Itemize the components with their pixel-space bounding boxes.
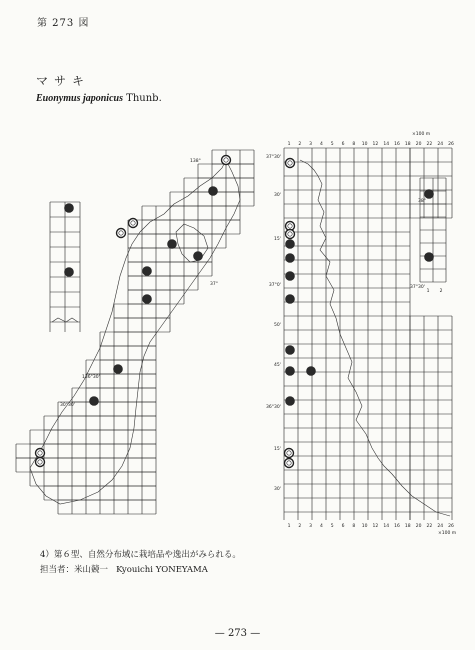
coord-label: 37°30' bbox=[410, 285, 425, 290]
top-tick: 20 bbox=[415, 142, 422, 147]
top-ticks bbox=[288, 141, 454, 147]
inset-map-grid bbox=[50, 202, 80, 332]
presence-marker bbox=[143, 295, 152, 304]
coord-label: 37° bbox=[210, 282, 218, 287]
inset-tick: 2 bbox=[439, 289, 443, 294]
planted-marker bbox=[286, 159, 295, 168]
presence-marker bbox=[286, 397, 295, 406]
occurrence-markers bbox=[36, 156, 434, 468]
author-roman: Kyouichi YONEYAMA bbox=[116, 565, 208, 575]
planted-marker bbox=[129, 219, 138, 228]
unit-bottom: ×100 m bbox=[438, 531, 457, 536]
top-tick: 22 bbox=[426, 142, 433, 147]
figure-label: 第 273 図 bbox=[37, 18, 90, 29]
elevation-profile-lower bbox=[336, 318, 450, 516]
top-tick: 5 bbox=[330, 142, 334, 147]
presence-marker bbox=[194, 252, 203, 261]
bottom-tick: 18 bbox=[404, 524, 411, 529]
bottom-tick: 16 bbox=[394, 524, 400, 529]
distribution-note: 4）第６型、自然分布域に栽培品や逸出がみられる。 bbox=[40, 550, 241, 560]
presence-marker bbox=[143, 267, 152, 276]
top-tick: 26 bbox=[448, 142, 454, 147]
presence-marker bbox=[286, 346, 295, 355]
species-japanese-name: マサキ bbox=[36, 74, 91, 88]
bottom-tick: 6 bbox=[341, 524, 345, 529]
inset-ticks bbox=[427, 288, 443, 294]
latin-author: Thunb. bbox=[126, 93, 162, 104]
latitude-label: 36°30' bbox=[266, 405, 281, 410]
top-tick: 3 bbox=[309, 142, 313, 147]
presence-marker bbox=[65, 204, 74, 213]
top-tick: 10 bbox=[361, 142, 368, 147]
presence-marker bbox=[286, 254, 295, 263]
coord-label: 136°30' bbox=[82, 375, 100, 380]
top-tick: 1 bbox=[287, 142, 291, 147]
planted-marker bbox=[117, 229, 126, 238]
elevation-profile-upper bbox=[300, 160, 336, 318]
bottom-tick: 14 bbox=[383, 524, 390, 529]
bottom-tick: 4 bbox=[319, 524, 323, 529]
planted-marker bbox=[222, 156, 231, 165]
presence-marker bbox=[168, 240, 177, 249]
latitude-label: 45' bbox=[274, 363, 281, 368]
bottom-tick: 10 bbox=[361, 524, 368, 529]
latitude-label: 50' bbox=[274, 323, 281, 328]
bottom-tick: 3 bbox=[309, 524, 313, 529]
latitude-label: 15' bbox=[274, 237, 281, 242]
presence-marker bbox=[425, 253, 434, 262]
latitude-label: 15' bbox=[274, 447, 281, 452]
planted-marker bbox=[36, 458, 45, 467]
presence-marker bbox=[286, 272, 295, 281]
top-tick: 8 bbox=[352, 142, 356, 147]
planted-marker bbox=[36, 449, 45, 458]
latitude-labels bbox=[266, 154, 281, 492]
presence-marker bbox=[286, 240, 295, 249]
bottom-tick: 20 bbox=[415, 524, 422, 529]
presence-marker bbox=[286, 295, 295, 304]
planted-marker bbox=[286, 230, 295, 239]
presence-marker bbox=[114, 365, 123, 374]
presence-marker bbox=[65, 268, 74, 277]
bottom-tick: 26 bbox=[448, 524, 454, 529]
top-tick: 16 bbox=[394, 142, 400, 147]
bottom-tick: 2 bbox=[298, 524, 302, 529]
coord-label: 30°30' bbox=[60, 403, 75, 408]
top-tick: 2 bbox=[298, 142, 302, 147]
planted-marker bbox=[285, 449, 294, 458]
latitude-label: 37°0' bbox=[268, 283, 281, 288]
bottom-tick: 5 bbox=[330, 524, 334, 529]
presence-marker bbox=[286, 367, 295, 376]
coord-label: 38° bbox=[418, 199, 426, 204]
bottom-tick: 12 bbox=[372, 524, 379, 529]
author-label: 担当者：米山競一 bbox=[40, 565, 109, 575]
latitude-label: 37°30' bbox=[266, 155, 281, 160]
bottom-tick: 8 bbox=[352, 524, 356, 529]
presence-marker bbox=[425, 190, 434, 199]
top-tick: 18 bbox=[404, 142, 411, 147]
presence-marker bbox=[209, 187, 218, 196]
latitude-label: 30' bbox=[274, 193, 281, 198]
top-tick: 24 bbox=[437, 142, 444, 147]
latin-binomial: Euonymus japonicus bbox=[36, 93, 123, 104]
peninsula bbox=[176, 224, 208, 262]
bottom-ticks bbox=[288, 523, 454, 529]
planted-marker bbox=[285, 459, 294, 468]
top-tick: 6 bbox=[341, 142, 345, 147]
bottom-tick: 22 bbox=[426, 524, 433, 529]
coord-label: 138° bbox=[190, 159, 201, 164]
inset-tick: 1 bbox=[426, 289, 430, 294]
page-number: — 273 — bbox=[214, 628, 261, 639]
main-map-grid bbox=[16, 150, 254, 514]
top-tick: 12 bbox=[372, 142, 379, 147]
latitude-label: 30' bbox=[274, 487, 281, 492]
author-line bbox=[40, 563, 208, 575]
bottom-tick: 24 bbox=[437, 524, 444, 529]
presence-marker bbox=[307, 367, 316, 376]
top-tick: 14 bbox=[383, 142, 390, 147]
top-tick: 4 bbox=[319, 142, 323, 147]
presence-marker bbox=[90, 397, 99, 406]
bottom-tick: 1 bbox=[287, 524, 291, 529]
unit-top: ×100 m bbox=[412, 132, 431, 137]
